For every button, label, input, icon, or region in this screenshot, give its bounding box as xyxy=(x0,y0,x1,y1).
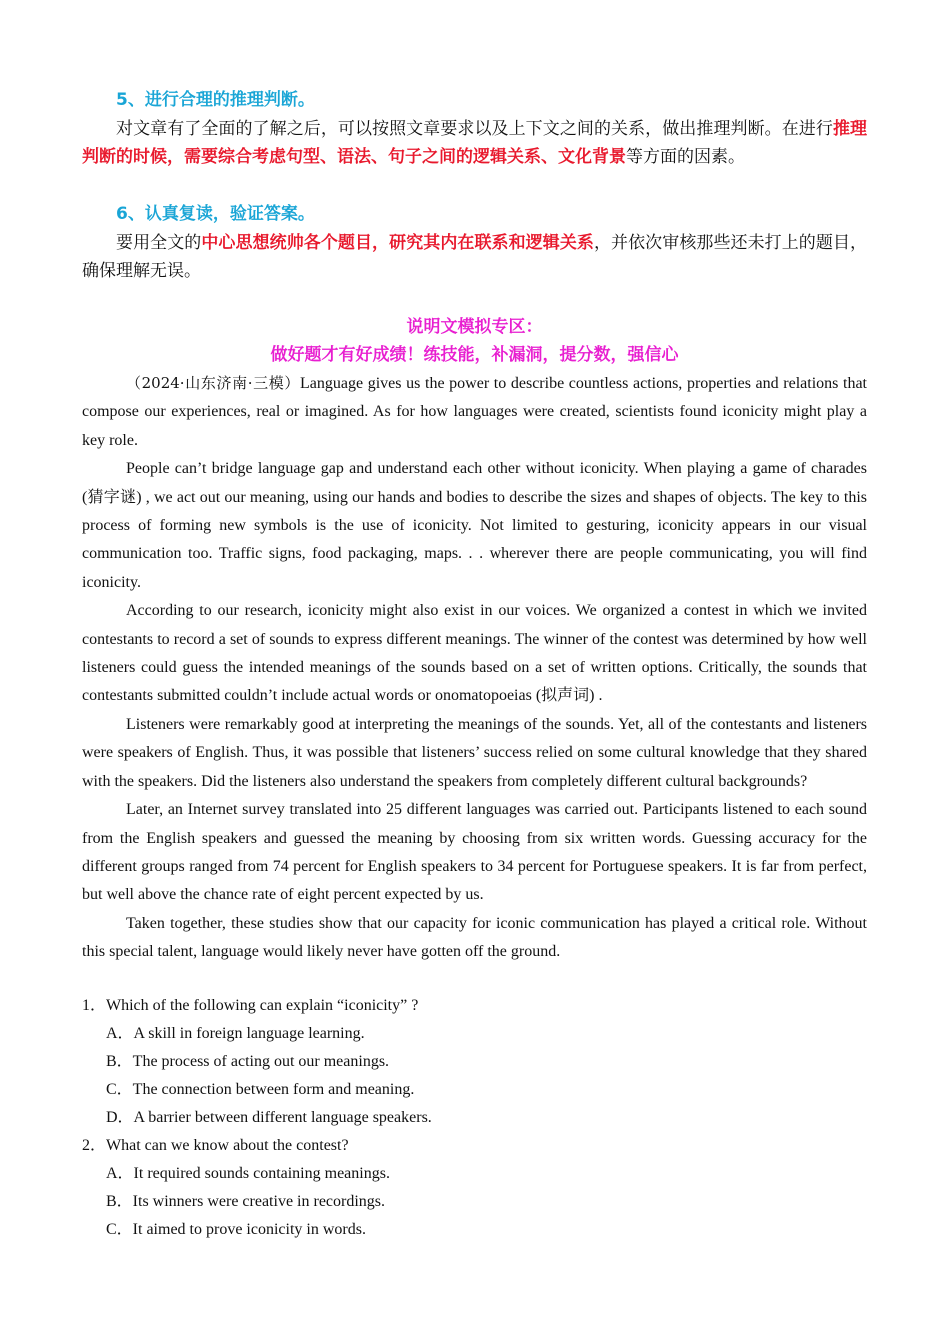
passage-paragraph-5: Later, an Internet survey translated into 25 different languages was carried out. Participants listened to each sound from the English speakers and guessed the meaning by choosing from six written words. Guessing accuracy for the different groups ranged from 74 percent for English speakers to 34 percent for Portuguese speakers. It is far from perfect, but well above the chance rate of eight percent expected by us. xyxy=(82,801,867,904)
question-list xyxy=(82,992,867,1244)
tip-heading-5: 5、进行合理的推理判断。 xyxy=(116,90,315,110)
question-2-option-a[interactable]: A．It required sounds containing meanings. xyxy=(106,1165,390,1182)
question-1-option-b[interactable]: B．The process of acting out our meanings. xyxy=(106,1053,390,1070)
passage-source: （2024·山东济南·三模） xyxy=(126,374,301,392)
tip-paragraph-6 xyxy=(82,229,867,285)
reading-passage xyxy=(82,369,867,967)
tip-6-text-a: 要用全文的 xyxy=(116,233,202,253)
section-title: 说明文模拟专区： xyxy=(406,317,543,337)
passage-paragraph-3: According to our research, iconicity might also exist in our voices. We organized a contest in which we invited contestants to record a set of sounds to express different meanings. The winner of the contest was determined by how well listeners could guess the intended meanings of the sounds based on a set of written options. Critically, the sounds that contestants submitted couldn’t include actual words or onomatopoeias (拟声词) . xyxy=(82,602,867,705)
passage-paragraph-2: People can’t bridge language gap and understand each other without iconicity. When playing a game of charades (猜字谜) , we act out our meaning, using our hands and bodies to describe the sizes and shapes of objects. The key to this process of forming new symbols is the use of iconicity. Not limited to gesturing, iconicity appears in our visual communication too. Traffic signs, food packaging, maps. . . wherever there are people communicating, you will find iconicity. xyxy=(82,460,867,591)
question-2-option-c[interactable]: C．It aimed to prove iconicity in words. xyxy=(106,1221,366,1238)
question-1-option-a[interactable]: A．A skill in foreign language learning. xyxy=(106,1025,365,1042)
passage-paragraph-1-text: Language gives us the power to describe countless actions, properties and relations that compose our experiences, real or imagined. As for how languages were created, scientists found iconicity might play a key role. xyxy=(82,375,867,449)
tip-heading-6: 6、认真复读，验证答案。 xyxy=(116,204,315,224)
section-subtitle: 做好题才有好成绩！练技能，补漏洞，提分数，强信心 xyxy=(270,345,679,365)
tip-5-text-a: 对文章有了全面的了解之后，可以按照文章要求以及上下文之间的关系，做出推理判断。在进行 xyxy=(116,119,833,139)
tip-6-text-b: ，并依次审核那些还未打上的题目，确保理解无误。 xyxy=(82,233,868,281)
passage-paragraph-6: Taken together, these studies show that our capacity for iconic communication has played a critical role. Without this special talent, language would likely never have gotten off the ground. xyxy=(82,914,867,961)
tip-paragraph-5 xyxy=(82,115,867,171)
question-1-stem: 1．Which of the following can explain “iconicity” ? xyxy=(82,997,419,1014)
question-1-option-c[interactable]: C．The connection between form and meaning. xyxy=(106,1081,415,1098)
tip-5-highlight: 推理判断的时候，需要综合考虑句型、语法、句子之间的逻辑关系、文化背景 xyxy=(82,119,868,167)
question-2-stem: 2．What can we know about the contest? xyxy=(82,1137,349,1154)
passage-paragraph-1 xyxy=(82,369,867,455)
tip-5-text-b: 等方面的因素。 xyxy=(626,147,745,167)
passage-paragraph-4: Listeners were remarkably good at interpreting the meanings of the sounds. Yet, all of the contestants and listeners were speakers of English. Thus, it was possible that listeners’ success relied on some cultural knowledge that they shared with the speakers. Did the listeners also understand the speakers from completely different cultural backgrounds? xyxy=(82,715,867,790)
question-1-option-d[interactable]: D．A barrier between different language speakers. xyxy=(106,1109,432,1126)
tip-6-highlight: 中心思想统帅各个题目，研究其内在联系和逻辑关系 xyxy=(201,233,594,253)
question-2-option-b[interactable]: B．Its winners were creative in recordings. xyxy=(106,1193,386,1210)
